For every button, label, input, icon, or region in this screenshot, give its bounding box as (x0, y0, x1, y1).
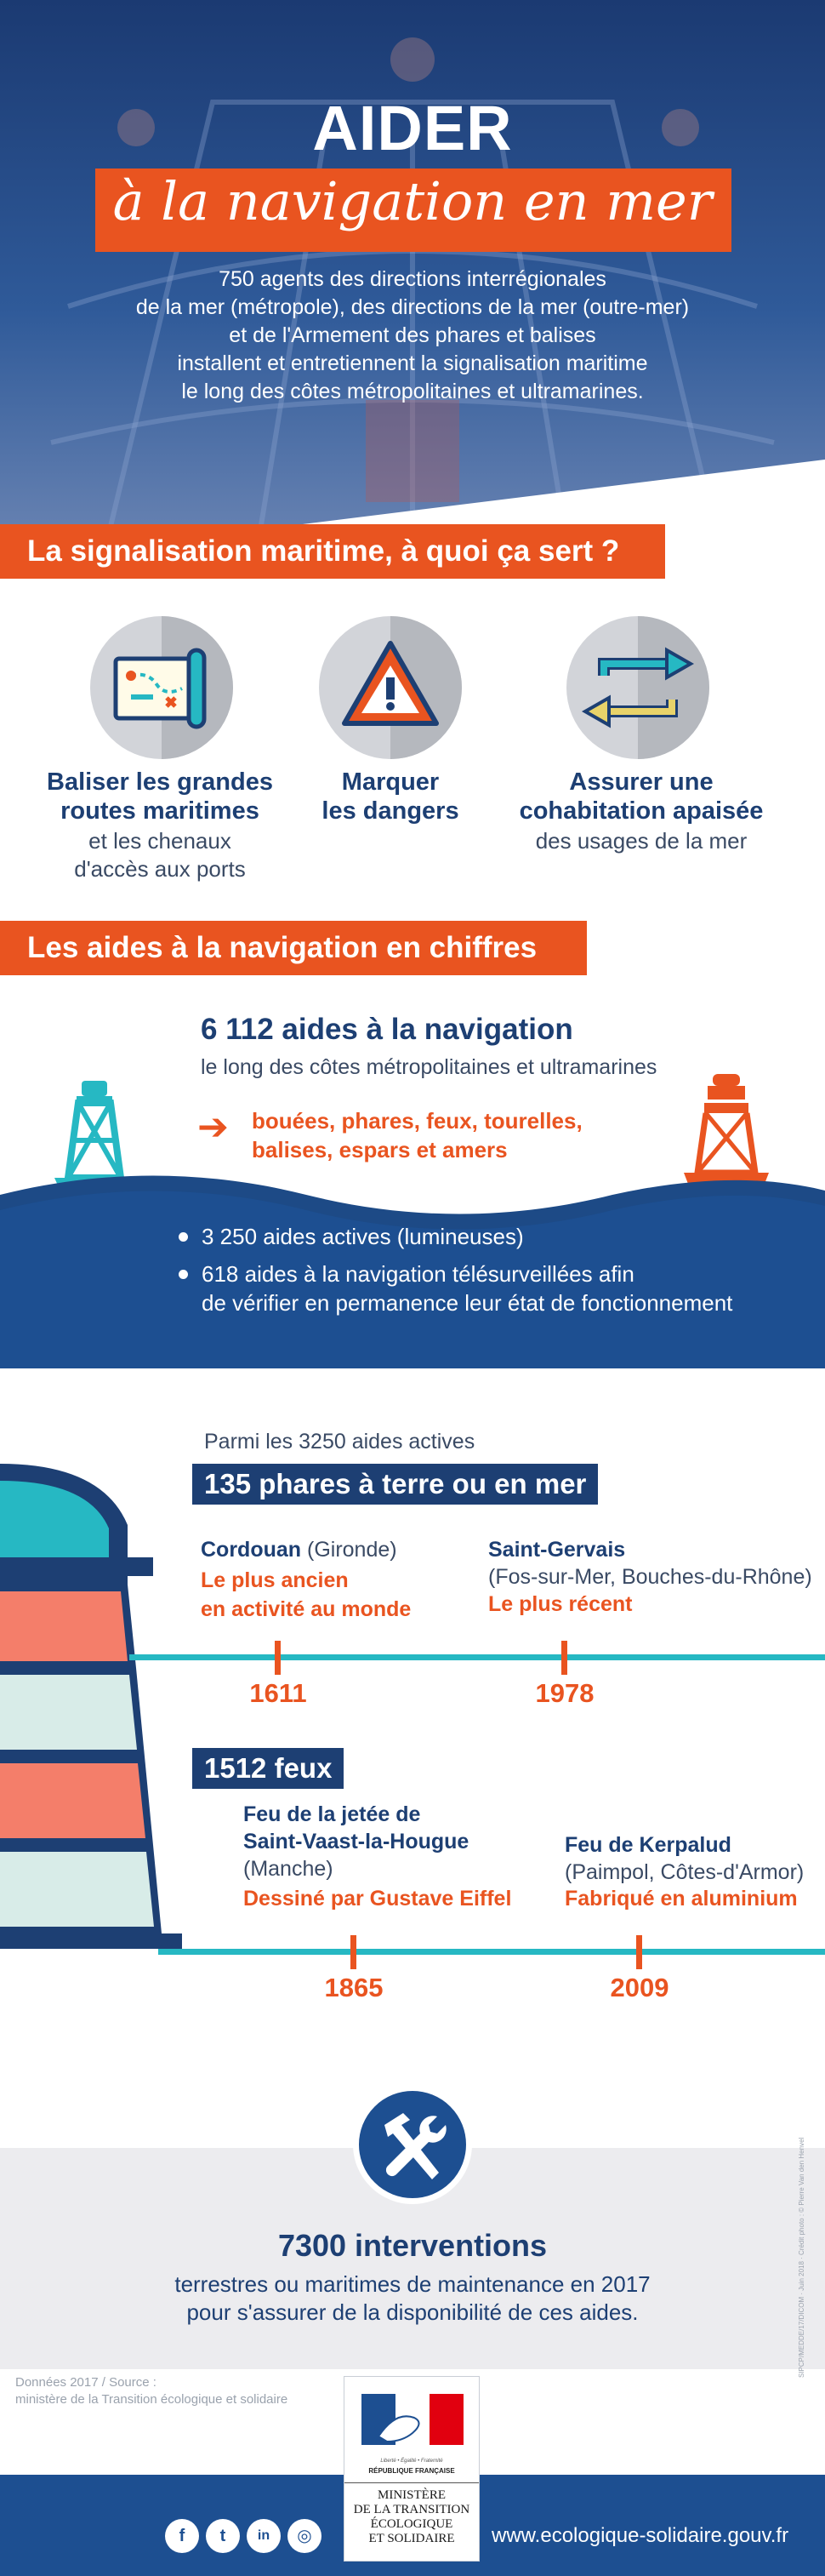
purpose-title-dangers (263, 768, 518, 825)
source-line: ministère de la Transition écologique et solidaire (15, 2392, 288, 2407)
bullet-line: de vérifier en permanence leur état de fonctionnement (202, 1290, 733, 1316)
purpose-title-line: Assurer une (569, 768, 714, 796)
hero-description-line: de la mer (métropole), des directions de la mer (outre-mer) (135, 295, 690, 319)
light-name-line: Feu de la jetée de (243, 1802, 421, 1826)
bullet-line: 618 aides à la navigation télésurveillées afin (202, 1261, 634, 1287)
linkedin-icon[interactable]: in (247, 2519, 281, 2553)
marianne-flag-icon (361, 2394, 464, 2453)
purpose-text-line: d'accès aux ports (74, 856, 246, 882)
figures-types-line: bouées, phares, feux, tourelles, (252, 1108, 583, 1134)
list-item (177, 1222, 732, 1251)
hero-description-line: 750 agents des directions interrégionales (219, 267, 606, 291)
purpose-section-header: La signalisation maritime, à quoi ça sert ? (0, 524, 665, 579)
timeline-line (129, 1654, 825, 1660)
figures-bullet-list (177, 1222, 732, 1326)
purpose-title-line: Baliser les grandes (47, 768, 273, 796)
timeline-item-name (243, 1801, 469, 1882)
ministry-line: DE LA TRANSITION (353, 2503, 470, 2516)
purpose-title-line: les dangers (321, 797, 459, 825)
tools-badge (353, 2085, 472, 2204)
timeline-item-note: Dessiné par Gustave Eiffel (243, 1887, 512, 1911)
timeline-item-name (565, 1831, 804, 1886)
purpose-title-line: routes maritimes (60, 797, 259, 825)
photo-credit (798, 2137, 810, 2378)
note-line: Le plus récent (488, 1592, 633, 1616)
figures-total-sub: le long des côtes métropolitaines et ultramarines (201, 1055, 657, 1079)
ministry-logo (344, 2376, 480, 2562)
purpose-text-line: et les chenaux (88, 828, 231, 854)
website-link[interactable]: www.ecologique-solidaire.gouv.fr (492, 2524, 789, 2547)
light-name-line: Feu de Kerpalud (565, 1833, 731, 1857)
right-arrow-icon: ➔ (197, 1106, 229, 1148)
instagram-icon[interactable]: ◎ (287, 2519, 321, 2553)
purpose-title-cohabitation (514, 768, 769, 825)
facebook-icon[interactable]: f (165, 2519, 199, 2553)
republic-name: RÉPUBLIQUE FRANÇAISE (368, 2467, 455, 2475)
note-line: Le plus ancien (201, 1568, 349, 1592)
light-place: (Paimpol, Côtes-d'Armor) (565, 1860, 805, 1884)
purpose-title-line: cohabitation apaisée (519, 797, 764, 825)
photo-credit-text: SIPCP/MEDDE/17/DICOM · Juin 2018 · Crédit photo : © Pierre Van den Henvel (798, 2137, 805, 2378)
republic-motto: Liberté • Égalité • Fraternité (380, 2459, 443, 2464)
hero-description-line: et de l'Armement des phares et balises (229, 323, 596, 347)
ministry-line: ÉCOLOGIQUE (370, 2517, 453, 2531)
light-place: (Manche) (243, 1857, 333, 1881)
light-name-line: Saint-Vaast-la-Hougue (243, 1830, 469, 1853)
timeline-item-name (488, 1536, 812, 1591)
lighthouse-place: (Gironde) (301, 1538, 397, 1562)
timeline-year: 1978 (535, 1678, 595, 1708)
purpose-text-routes (32, 827, 287, 883)
timeline-year: 1611 (249, 1678, 307, 1708)
interventions-text (0, 2270, 825, 2327)
purpose-title-line: Marquer (341, 768, 440, 796)
bullet-line: 3 250 aides actives (lumineuses) (202, 1224, 524, 1249)
hero-subtitle: à la navigation en mer (112, 170, 713, 232)
source-line: Données 2017 / Source : (15, 2375, 156, 2390)
figures-section-header: Les aides à la navigation en chiffres (0, 921, 587, 975)
lighthouses-count-tag: 135 phares à terre ou en mer (192, 1464, 598, 1505)
timeline-tick (350, 1935, 356, 1969)
among-active-aids: Parmi les 3250 aides actives (204, 1430, 475, 1454)
purpose-text-line: des usages de la mer (535, 828, 748, 854)
hero-title: AIDER (312, 93, 513, 163)
hero-description-line: le long des côtes métropolitaines et ultramarines. (181, 380, 644, 403)
ministry-line: MINISTÈRE (378, 2488, 446, 2502)
list-item (177, 1259, 732, 1317)
timeline-tick (636, 1935, 642, 1969)
map-icon (90, 616, 233, 759)
timeline-item-note (201, 1566, 411, 1624)
data-source (15, 2374, 287, 2408)
timeline-year: 1865 (324, 1973, 384, 2002)
lighthouse-illustration (0, 1457, 182, 2019)
exchange-arrows-icon (566, 616, 709, 759)
figures-total: 6 112 aides à la navigation (201, 1013, 573, 1046)
timeline-item-note (488, 1590, 633, 1619)
ministry-name (344, 2482, 479, 2546)
lighthouse-name: Saint-Gervais (488, 1538, 626, 1562)
hero-description (0, 266, 825, 406)
warning-icon (319, 616, 462, 759)
purpose-title-routes (32, 768, 287, 825)
hero-section (0, 0, 825, 562)
timeline-item-note: Fabriqué en aluminium (565, 1887, 798, 1911)
timeline-year: 2009 (610, 1973, 669, 2002)
timeline-line (158, 1949, 825, 1955)
lighthouse-name: Cordouan (201, 1538, 302, 1562)
interventions-text-line: pour s'assurer de la disponibilité de ces aides. (186, 2299, 639, 2325)
ministry-line: ET SOLIDAIRE (368, 2532, 455, 2545)
lights-count-tag: 1512 feux (192, 1748, 344, 1789)
note-line: en activité au monde (201, 1597, 412, 1621)
twitter-icon[interactable]: t (206, 2519, 240, 2553)
tools-icon (359, 2091, 466, 2198)
hero-description-line: installent et entretiennent la signalisation maritime (177, 351, 648, 375)
figures-types-line: balises, espars et amers (252, 1137, 508, 1162)
interventions-title: 7300 interventions (277, 2228, 548, 2263)
timeline-tick (275, 1641, 281, 1675)
interventions-text-line: terrestres ou maritimes de maintenance en 2017 (174, 2271, 651, 2297)
timeline-item-name (201, 1536, 397, 1563)
lighthouse-place: (Fos-sur-Mer, Bouches-du-Rhône) (488, 1565, 812, 1589)
purpose-text-cohabitation (514, 827, 769, 855)
timeline-tick (561, 1641, 567, 1675)
figures-types (252, 1106, 583, 1164)
